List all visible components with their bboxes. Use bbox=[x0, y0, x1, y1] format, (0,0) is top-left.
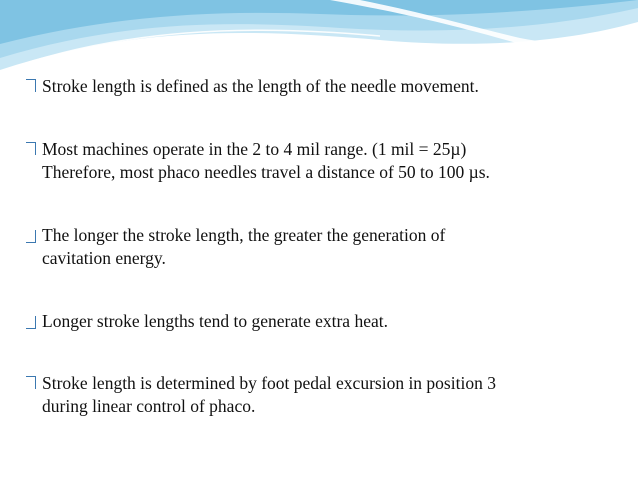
bullet-item bbox=[26, 138, 616, 184]
bullet-text: Stroke length is defined as the length of the needle movement. bbox=[42, 76, 479, 96]
bullet-text: Longer stroke lengths tend to generate extra heat. bbox=[42, 311, 388, 331]
bullet-text: The longer the stroke length, the greater the generation of cavitation energy. bbox=[42, 225, 446, 268]
bullet-marker-icon bbox=[26, 230, 36, 243]
bullet-marker-icon bbox=[26, 376, 36, 389]
bullet-item bbox=[26, 224, 616, 270]
bullet-item bbox=[26, 372, 616, 418]
bullet-marker-icon bbox=[26, 316, 36, 329]
bullet-item bbox=[26, 310, 616, 333]
bullet-marker-icon bbox=[26, 142, 36, 155]
bullet-text: Most machines operate in the 2 to 4 mil range. (1 mil = 25µ) Therefore, most phaco needles travel a distance of 50 to 100 µs. bbox=[42, 139, 490, 182]
bullet-marker-icon bbox=[26, 79, 36, 92]
bullet-text: Stroke length is determined by foot pedal excursion in position 3 during linear control of phaco. bbox=[42, 373, 496, 416]
bullet-item bbox=[26, 75, 616, 98]
